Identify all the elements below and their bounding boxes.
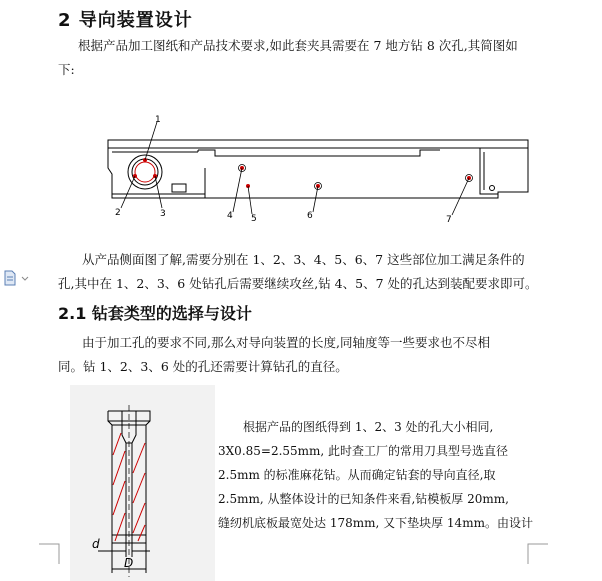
side-text-line-3: 2.5mm 的标准麻花钻。从而确定钻套的导向直径,取 [218, 468, 496, 482]
fig1-label-6: 6 [307, 211, 313, 221]
paragraph-2-line-2: 孔,其中在 1、2、3、6 处钻孔后需要继续攻丝,钻 4、5、7 处的孔达到装配要求即可。 [58, 276, 538, 291]
drill-bushing-figure [70, 385, 215, 581]
paragraph-1-line-1: 根据产品加工图纸和产品技术要求,如此套夹具需要在 7 地方钻 8 次孔,其简图如 [78, 38, 518, 53]
side-text-line-5: 缝纫机底板最宽处达 178mm, 又下垫块厚 14mm。由设计 [218, 516, 533, 530]
fig1-label-4: 4 [227, 211, 233, 221]
fig1-label-5: 5 [251, 214, 257, 224]
page-corner-mark-right [527, 543, 549, 565]
paragraph-2-line-1: 从产品侧面图了解,需要分别在 1、2、3、4、5、6、7 这些部位加工满足条件的 [82, 252, 525, 267]
fig1-label-2: 2 [115, 208, 121, 218]
paragraph-3-line-2: 同。钻 1、2、3、6 处的孔还需要计算钻孔的直径。 [58, 359, 348, 374]
page-corner-mark-left [38, 543, 60, 565]
paragraph-3-line-1: 由于加工孔的要求不同,那么对导向装置的长度,同轴度等一些要求也不尽相 [82, 335, 490, 350]
section-heading-2: 2 导向装置设计 [58, 10, 193, 31]
chevron-down-icon [22, 277, 28, 280]
side-text-line-4: 2.5mm, 从整体设计的已知条件来看,钻模板厚 20mm, [218, 492, 509, 506]
side-text-line-1: 根据产品的图纸得到 1、2、3 处的孔大小相同, [243, 420, 494, 434]
section-heading-2-1: 2.1 钻套类型的选择与设计 [58, 304, 252, 323]
fig1-label-7: 7 [446, 215, 452, 225]
fig1-label-3: 3 [160, 209, 166, 219]
side-text-line-2: 3X0.85=2.55mm, 此时查工厂的常用刀具型号选直径 [218, 444, 509, 458]
dim-label-d: d [92, 537, 100, 551]
paragraph-1-line-2: 下: [58, 62, 75, 77]
dim-label-D: D [124, 556, 134, 570]
product-side-view-figure [0, 0, 602, 240]
fig1-label-1: 1 [155, 115, 161, 125]
document-icon[interactable] [2, 270, 32, 286]
